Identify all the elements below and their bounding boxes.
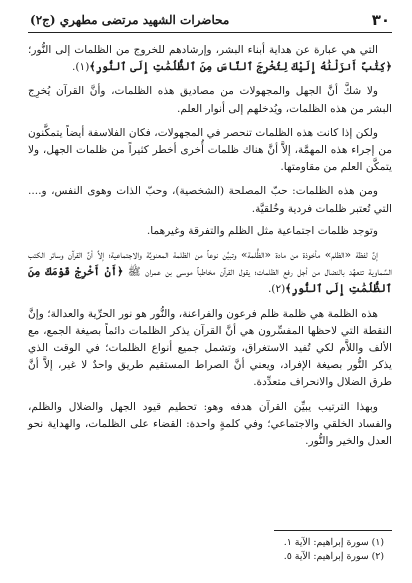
footnote: (١) سورة إبراهيم: الآية ١. xyxy=(283,537,384,548)
paragraph xyxy=(28,183,392,217)
text-run: ولكن إذا كانت هذه الظلمات تنحصر في المجهولات، فكان الفلاسفة أيضاً يتمكَّنون من إجراء هذه المهمَّة، إلاَّ أنَّ هناك ظلمات أُخرى أخطر كثيراً من ظلمات الجهل، ولا يتمكَّن العلم من مقاومتها. xyxy=(28,126,392,174)
book-page xyxy=(28,10,392,578)
paragraph xyxy=(28,399,392,451)
paragraph xyxy=(28,83,392,117)
footnote-divider xyxy=(274,530,392,531)
text-run: التي هي عبارة عن هداية أبناء البشر، وإرشادهم للخروج من الظلمات إلى النُّور؛ xyxy=(28,44,378,56)
quran-verse: ﴿كِتَٰبٌ أَنزَلْنَٰهُ إِلَيْكَ لِتُخْرِجَ ٱلنَّاسَ مِنَ ٱلظُّلُمَٰتِ إِلَى ٱلنُّورِ﴾ xyxy=(89,61,392,74)
footnote-ref: (٢). xyxy=(267,283,286,296)
paragraph xyxy=(28,247,392,299)
running-title: محاضرات الشهيد مرتضى مطهري (ج٢) xyxy=(30,13,230,27)
paragraph xyxy=(28,42,392,76)
paragraph xyxy=(28,223,392,240)
quran-verse: ﴿أَنْ أَخْرِجْ قَوْمَكَ مِنَ ٱلظُّلُمَٰتِ إِلَى ٱلنُّورِ﴾ xyxy=(28,266,392,296)
footnote: (٢) سورة إبراهيم: الآية ٥. xyxy=(283,551,384,562)
text-run: هذه الظلمة هي ظلمة ظلم فرعون والفراعنة، والنُّور هو نور الحرِّية والعدالة؛ وإنَّ النقطة التي لاحظها المفسِّرون هي أنَّ القرآن يذكر الظلمات دائماً بصيغة الجمع، مع الألف واللاَّم لكي تُفيد الاستغراق، وتشمل جميع أنواع الظلمات؛ في الوقت الذي يذكر النُّور بصيغة الإفراد، ويعني أنَّ الصراط المستقيم طريق واحدٌ لا غير، إلاَّ أنَّ طرق الضلال والانحراف متعدِّدة. xyxy=(28,307,392,389)
text-run: ومن هذه الظلمات: حبّ المصلحة (الشخصية)، وحبّ الذات وهوى النفس، و.... التي تُعتبر ظلمات فردية وخُلقيَّة. xyxy=(28,185,392,215)
page-header xyxy=(28,10,392,33)
footnotes xyxy=(28,530,392,564)
paragraph xyxy=(28,125,392,177)
page-body xyxy=(28,42,392,457)
text-run: وتوجد ظلمات اجتماعية مثل الظلم والتفرقة وغيرهما. xyxy=(146,224,378,237)
footnote-ref: (١). xyxy=(72,61,90,74)
text-run: إنَّ لفظة «الظلم» مأخوذة من مادة «الظُّلمة» وتبيِّن نوعاً من الظلمة المعنويَّة والاجتماعية؛ إلاَّ أنَّ القرآن وسائر الكتب السَّماوية تتعهَّد بالنضال من أجل رفع الظلمات؛ يقول القرآن مخاطباً موسى بن عمران ﷺ xyxy=(28,249,393,279)
text-run: وبهذا الترتيب يبيِّن القرآن هدفه وهو: تحطيم قيود الجهل والضلال والظلم، والفساد الخلقي والاجتماعي؛ وفي كلمةٍ واحدة: القضاء على الظلمات، والهداية نحو العدل والخير والنُّور. xyxy=(28,400,392,448)
paragraph xyxy=(28,306,392,392)
page-number: ٣٠ xyxy=(371,11,390,29)
text-run: ولا شكَّ أنَّ الجهل والمجهولات من مصاديق هذه الظلمات، وأنَّ القرآن يُخرِج البشر من هذه الظلمات، ويُدخلهم إلى أنوار العلم. xyxy=(28,85,392,115)
